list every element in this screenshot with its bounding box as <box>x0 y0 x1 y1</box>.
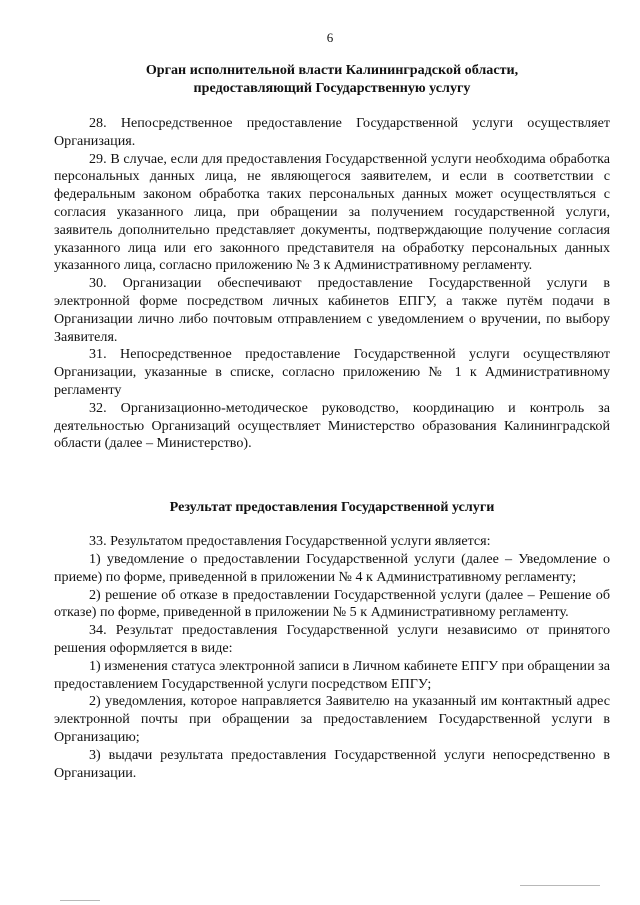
section-heading-line-1: Орган исполнительной власти Калининградской области, <box>145 62 519 78</box>
paragraph-32: 32. Организационно-методическое руководство, координацию и контроль за деятельностью Организаций осуществляет Министерство образования Калининградской области (далее – Министерство). <box>54 399 610 452</box>
page-number: 6 <box>326 30 334 45</box>
paragraph-34-item-3: 3) выдачи результата предоставления Государственной услуги непосредственно в Организации. <box>54 746 610 781</box>
section-heading-result: Результат предоставления Государственной услуги <box>169 499 495 516</box>
paragraph-30: 30. Организации обеспечивают предоставление Государственной услуги в электронной форме посредством личных кабинетов ЕПГУ, а также путём подачи в Организации лично либо почтовым отправлением с уведомлением о вручении, по выбору Заявителя. <box>54 275 610 345</box>
paragraph-28: 28. Непосредственное предоставление Государственной услуги осуществляет Организация. <box>54 115 610 149</box>
scan-artifact-line <box>60 900 100 901</box>
section-heading-line-2: предоставляющий Государственную услугу <box>193 80 471 96</box>
paragraph-29: 29. В случае, если для предоставления Государственной услуги необходима обработка персональных данных лица, не являющегося заявителем, и если в соответствии с федеральным законом обработка таких персональных данных может осуществляться с согласия указанного лица, при обращении за получением государственной услуги, заявитель дополнительно представляет документы, подтверждающие получение согласия указанного лица или его законного представителя на обработку персональных данных указанного лица, согласно приложению № 3 к Административному регламенту. <box>54 150 610 274</box>
paragraph-34: 34. Результат предоставления Государственной услуги независимо от принятого решения оформляется в виде: <box>54 622 610 656</box>
paragraph-33-item-2: 2) решение об отказе в предоставлении Государственной услуги (далее – Решение об отказе) по форме, приведенной в приложении № 5 к Административному регламенту. <box>54 586 610 621</box>
scan-artifact-line <box>520 885 600 886</box>
paragraph-31: 31. Непосредственное предоставление Государственной услуги осуществляют Организации, указанные в списке, согласно приложению № 1 к Административному регламенту <box>54 346 610 398</box>
paragraph-34-item-2: 2) уведомления, которое направляется Заявителю на указанный им контактный адрес электронной почты при обращении за предоставлением Государственной услуги в Организацию; <box>54 693 610 745</box>
document-body <box>54 61 610 782</box>
paragraph-33-item-1: 1) уведомление о предоставлении Государственной услуги (далее – Уведомление о приеме) по форме, приведенной в приложении № 4 к Административному регламенту; <box>54 550 610 585</box>
section-heading-authority <box>54 61 610 97</box>
paragraph-34-item-1: 1) изменения статуса электронной записи в Личном кабинете ЕПГУ при обращении за предоставлением Государственной услуги посредством ЕПГУ; <box>54 657 610 692</box>
paragraph-33: 33. Результатом предоставления Государственной услуги является: <box>89 533 491 550</box>
